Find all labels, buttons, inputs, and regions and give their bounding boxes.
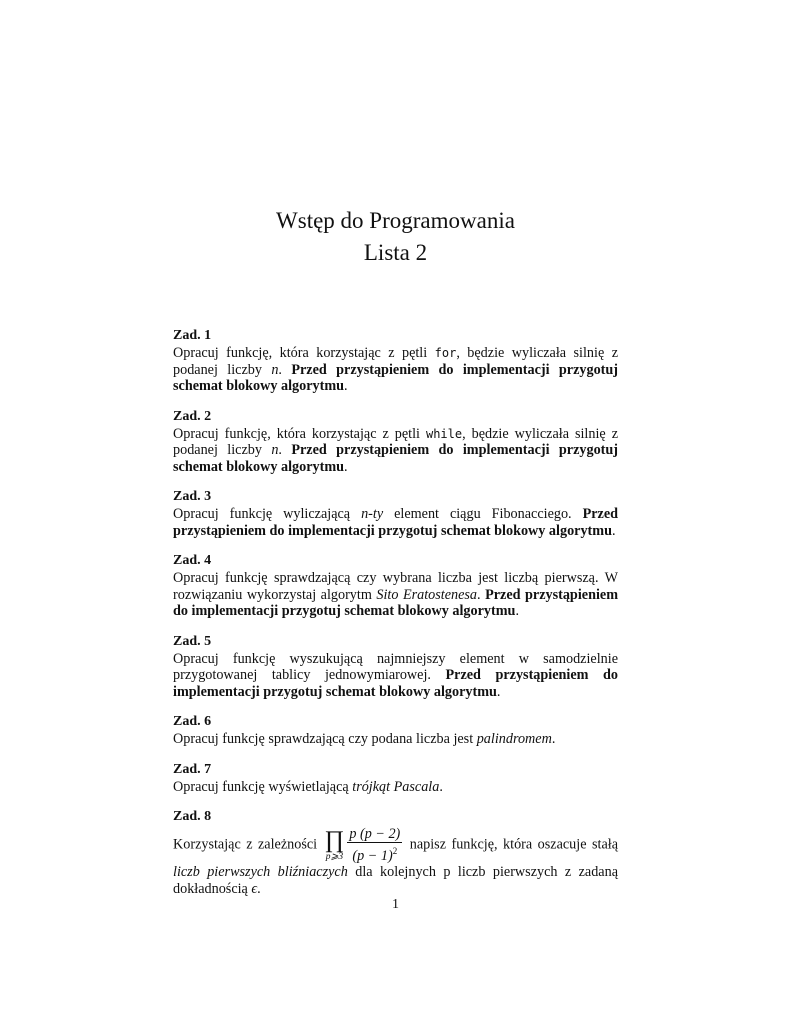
task-list <box>173 327 618 910</box>
period: . <box>344 378 348 394</box>
text-segment: Opracuj funkcję wyliczającą <box>173 506 362 522</box>
text-segment: . <box>551 731 556 747</box>
period: . <box>515 603 519 619</box>
task-heading: Zad. 3 <box>173 489 212 504</box>
italic-term: trójkąt Pascala <box>352 778 440 795</box>
task-heading: Zad. 8 <box>173 809 212 824</box>
task-text <box>173 426 618 476</box>
text-segment: Opracuj funkcję, która korzystając z pętli <box>173 345 435 361</box>
task-text <box>173 826 618 897</box>
task-text <box>173 731 618 748</box>
code-keyword: while <box>425 426 463 441</box>
bold-instruction: Przed przystąpieniem do implementacji przygotuj schemat blokowy algorytmu <box>173 442 619 475</box>
text-segment: . <box>278 442 292 458</box>
task-text <box>173 779 618 796</box>
text-segment: Opracuj funkcję sprawdzającą czy wybrana liczba jest liczbą pierwszą. W rozwiązaniu wykorzystaj algorytm <box>173 570 618 603</box>
task-2 <box>173 408 618 476</box>
italic-term: liczb pierwszych bliźniaczych <box>173 864 348 880</box>
period: . <box>611 522 616 539</box>
period: . <box>344 458 348 475</box>
text-segment: Korzystając z zależności <box>173 836 323 853</box>
task-heading: Zad. 2 <box>173 408 212 424</box>
period: . <box>496 683 501 700</box>
math-variable: n <box>271 442 279 458</box>
page-number: 1 <box>392 897 399 912</box>
text-segment: Opracuj funkcję wyświetlającą <box>173 778 353 795</box>
italic-term: palindromem <box>476 731 552 747</box>
task-heading: Zad. 6 <box>173 714 212 729</box>
italic-term: Sito Eratostenesa <box>376 586 478 603</box>
text-segment: Opracuj funkcję wyszukującą najmniejszy element w samodzielnie przygotowanej tablicy jednowymiarowej. <box>173 650 618 683</box>
task-text <box>173 651 618 701</box>
fraction <box>347 826 402 864</box>
text-segment: Opracuj funkcję, która korzystając z pętli <box>173 425 426 442</box>
product-subscript: p⩾3 <box>325 852 344 862</box>
task-text <box>173 506 618 539</box>
bold-instruction: Przed przystąpieniem do implementacji przygotuj schemat blokowy algorytmu <box>173 506 619 539</box>
fraction-numerator: p (p − 2) <box>349 826 401 842</box>
text-segment: . <box>477 586 486 603</box>
task-text <box>173 570 618 620</box>
fraction-denominator <box>347 843 402 864</box>
text-segment: element ciągu Fibonacciego. <box>383 506 583 522</box>
text-segment: , będzie wyliczała silnię z podanej liczby <box>173 345 618 378</box>
text-segment: , będzie wyliczała silnię z podanej liczby <box>173 425 618 458</box>
denominator-exponent: 2 <box>392 846 398 856</box>
task-heading: Zad. 5 <box>173 633 212 649</box>
code-keyword: for <box>434 346 457 360</box>
product-formula <box>325 826 403 864</box>
text-segment: . <box>439 778 443 795</box>
document-subtitle: Lista 2 <box>363 240 428 265</box>
task-1 <box>173 327 618 395</box>
product-symbol: ∏ <box>324 827 345 853</box>
task-5 <box>173 633 618 701</box>
task-6 <box>173 713 618 748</box>
document-title: Wstęp do Programowania <box>276 208 515 233</box>
task-8 <box>173 808 618 897</box>
task-text <box>173 345 618 395</box>
text-segment: . <box>257 880 261 897</box>
task-heading: Zad. 1 <box>173 328 212 343</box>
text-segment: . <box>278 361 292 378</box>
math-variable: n <box>271 361 279 378</box>
text-segment: dla kolejnych p liczb pierwszych z zadaną dokładnością <box>173 864 618 897</box>
task-heading: Zad. 4 <box>173 553 212 568</box>
bold-instruction: Przed przystąpieniem do implementacji przygotuj schemat blokowy algorytmu <box>173 361 619 394</box>
text-segment: Opracuj funkcję sprawdzającą czy podana liczba jest <box>173 731 477 747</box>
title-block <box>0 205 791 269</box>
product-operator <box>325 828 345 862</box>
task-heading: Zad. 7 <box>173 761 212 777</box>
italic-term: n-ty <box>361 506 384 522</box>
bold-instruction: Przed przystąpieniem do implementacji przygotuj schemat blokowy algorytmu <box>173 667 618 700</box>
text-segment: napisz funkcję, która oszacuje stałą <box>404 836 618 853</box>
task-7 <box>173 761 618 796</box>
epsilon-symbol: ϵ <box>251 880 258 897</box>
bold-instruction: Przed przystąpieniem do implementacji przygotuj schemat blokowy algorytmu <box>173 586 619 619</box>
task-3 <box>173 488 618 539</box>
task-4 <box>173 552 618 620</box>
denominator-base: (p − 1) <box>352 848 393 864</box>
